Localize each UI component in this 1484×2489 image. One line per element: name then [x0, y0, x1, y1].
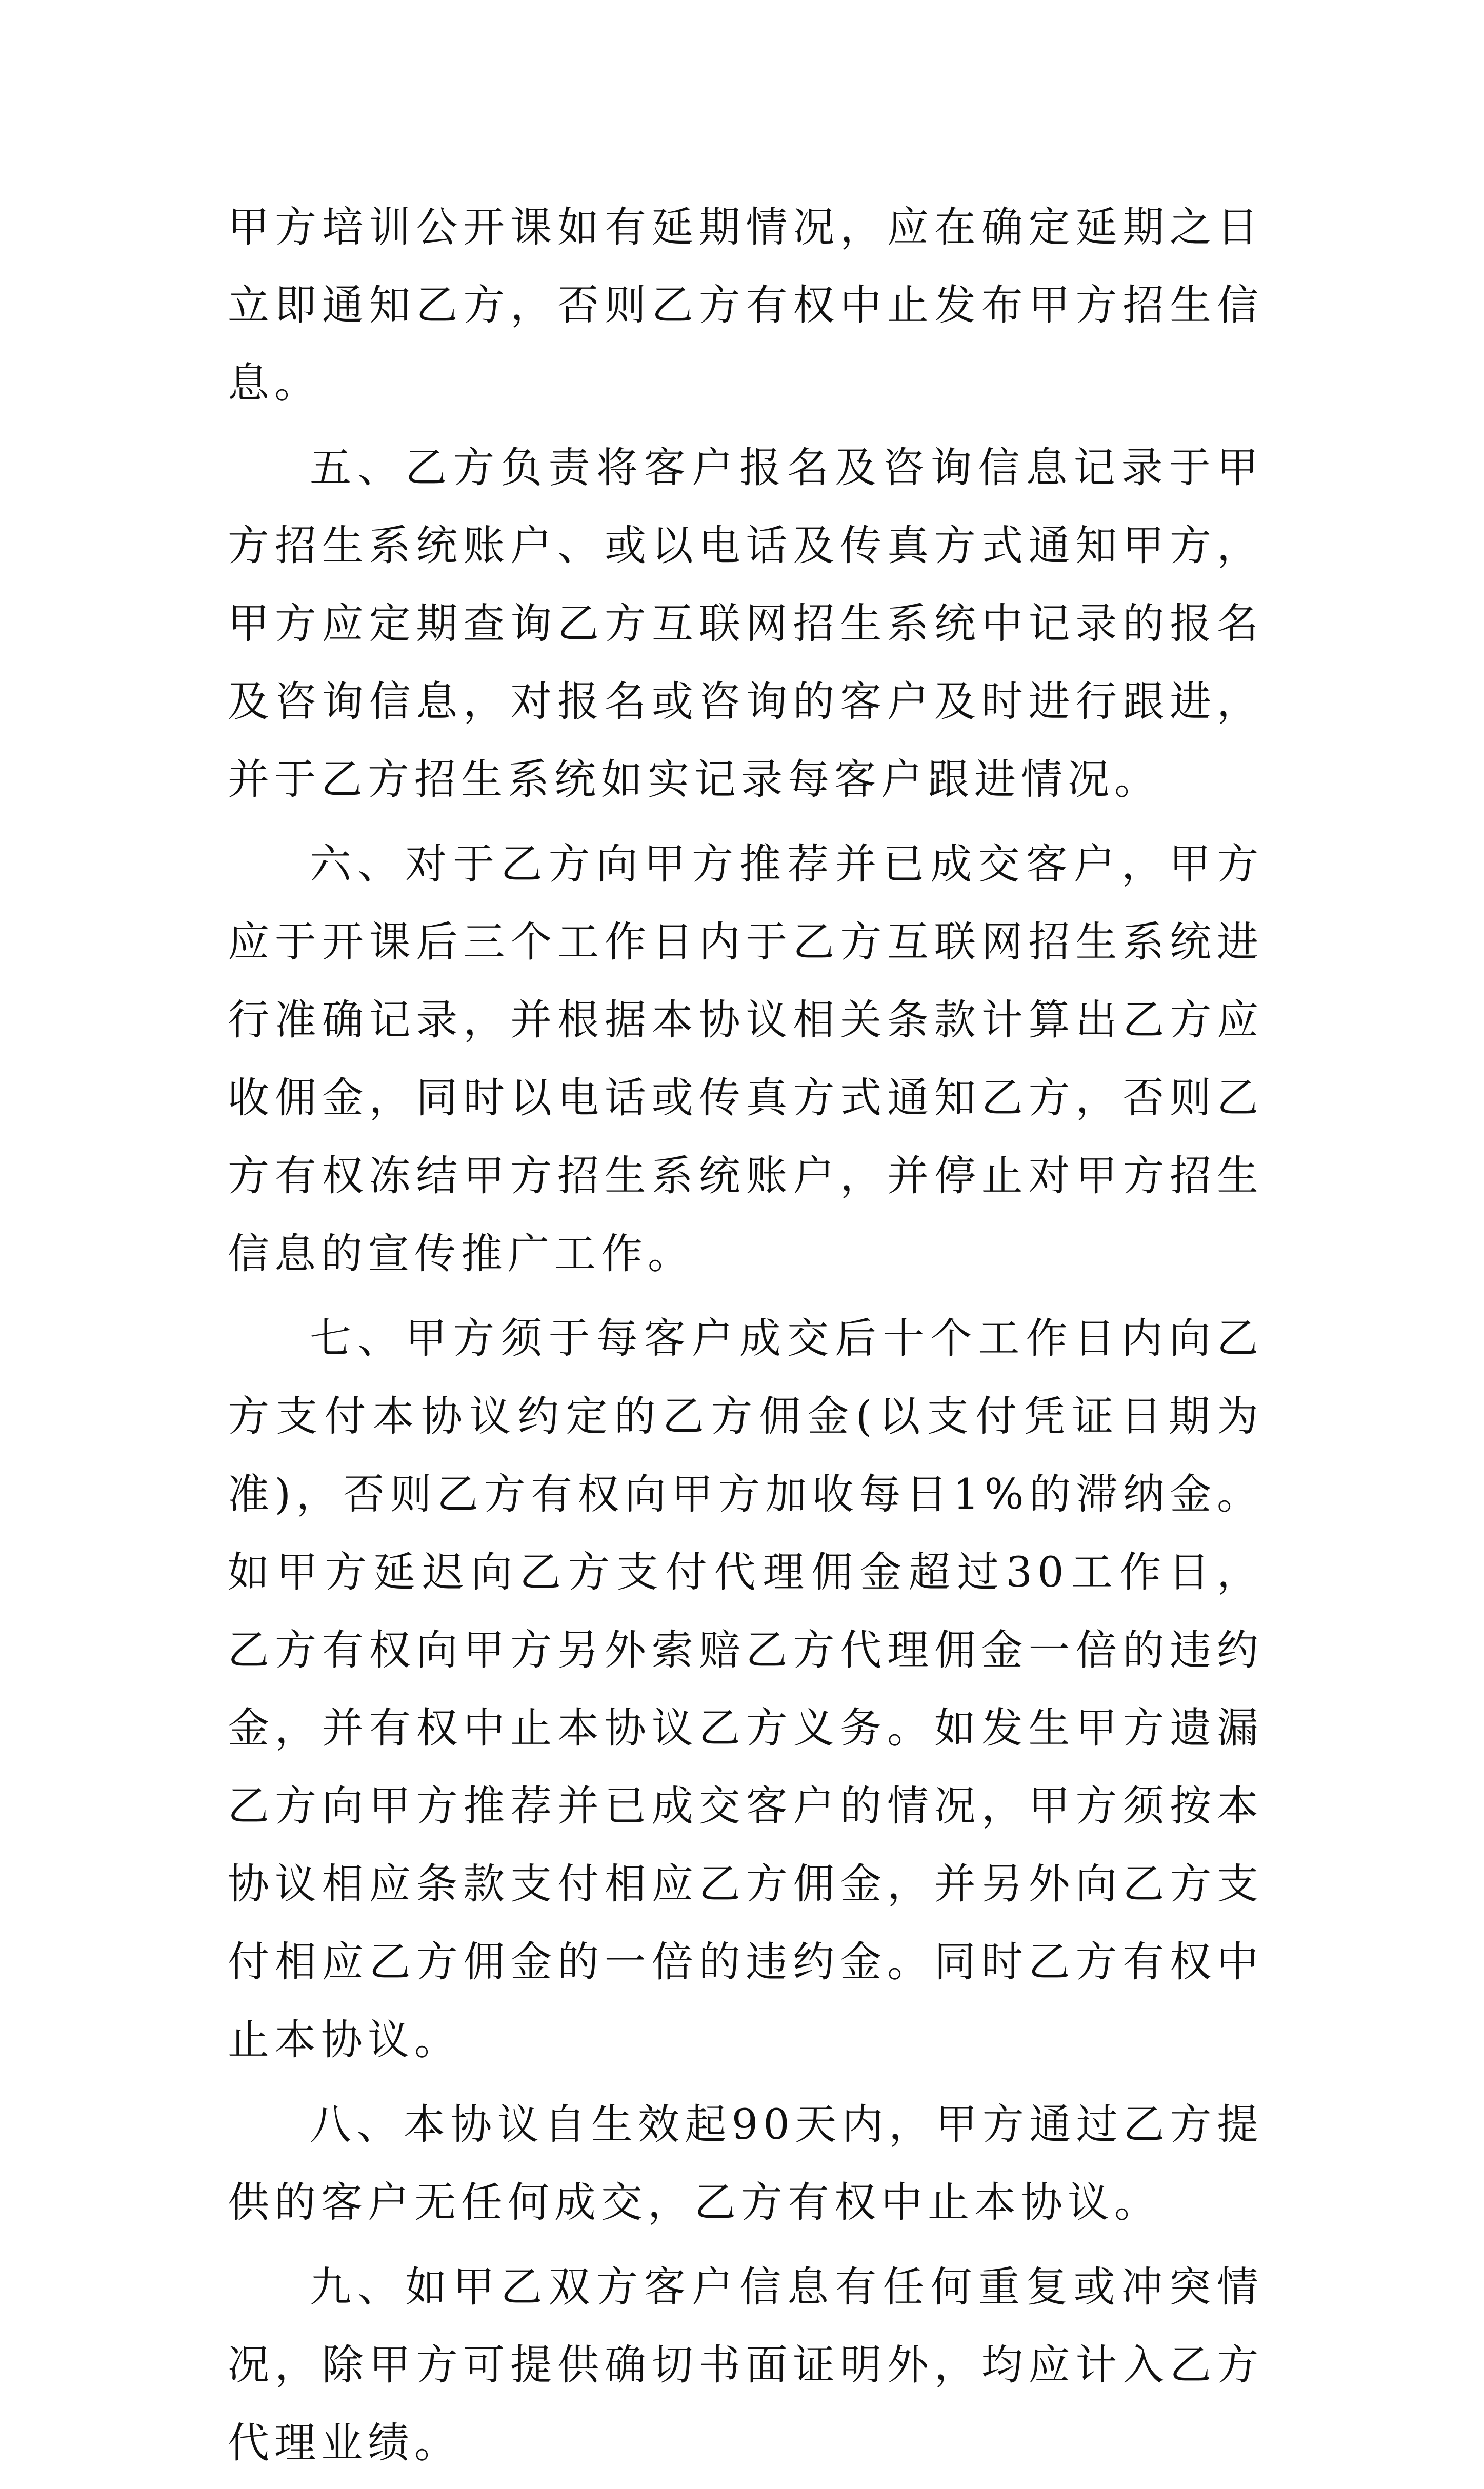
clause-7: 七、甲方须于每客户成交后十个工作日内向乙方支付本协议约定的乙方佣金(以支付凭证日期为准)，否则乙方有权向甲方加收每日1%的滞纳金。如甲方延迟向乙方支付代理佣金超过30工作日，乙方有权向甲方另外索赔乙方代理佣金一倍的违约金，并有权中止本协议乙方义务。如发生甲方遗漏乙方向甲方推荐并已成交客户的情况，甲方须按本协议相应条款支付相应乙方佣金，并另外向乙方支付相应乙方佣金的一倍的违约金。同时乙方有权中止本协议。: [228, 1315, 1264, 2064]
document-page: [228, 189, 1264, 2489]
clause-9: 九、如甲乙双方客户信息有任何重复或冲突情况，除甲方可提供确切书面证明外，均应计入乙方代理业绩。: [228, 2263, 1264, 2467]
clause-6: 六、对于乙方向甲方推荐并已成交客户，甲方应于开课后三个工作日内于乙方互联网招生系统进行准确记录，并根据本协议相关条款计算出乙方应收佣金，同时以电话或传真方式通知乙方，否则乙方有权冻结甲方招生系统账户，并停止对甲方招生信息的宣传推广工作。: [228, 840, 1264, 1278]
clause-5: 五、乙方负责将客户报名及咨询信息记录于甲方招生系统账户、或以电话及传真方式通知甲方，甲方应定期查询乙方互联网招生系统中记录的报名及咨询信息，对报名或咨询的客户及时进行跟进，并于乙方招生系统如实记录每客户跟进情况。: [228, 444, 1264, 804]
clause-8: 八、本协议自生效起90天内，甲方通过乙方提供的客户无任何成交，乙方有权中止本协议。: [228, 2101, 1264, 2227]
paragraph-continuation: 甲方培训公开课如有延期情况，应在确定延期之日立即通知乙方，否则乙方有权中止发布甲方招生信息。: [228, 204, 1264, 408]
